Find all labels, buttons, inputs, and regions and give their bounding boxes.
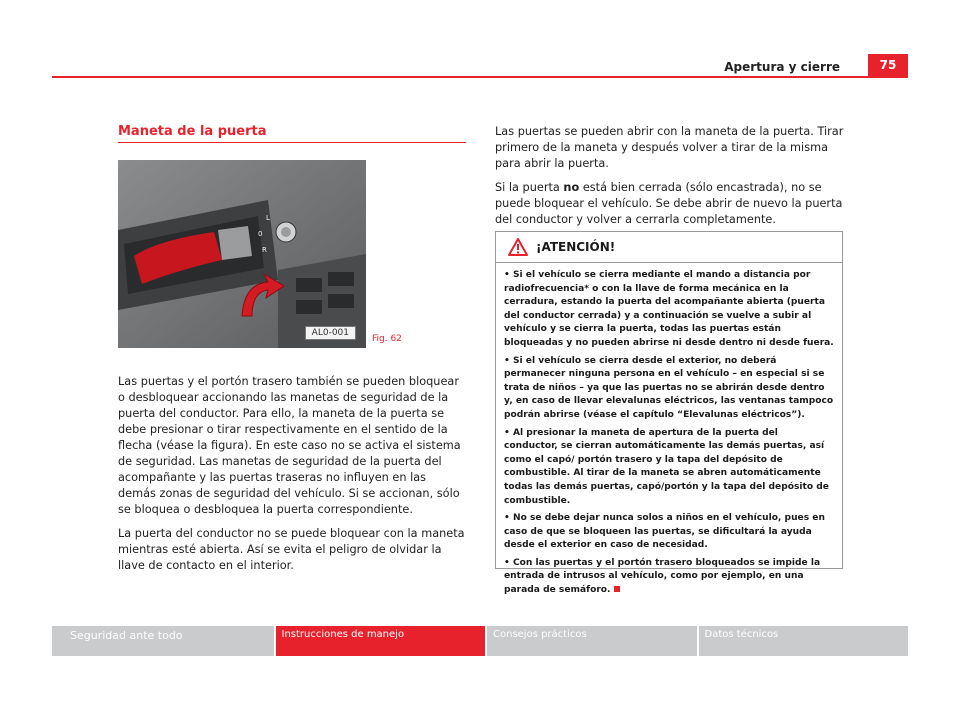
- figure-tag: AL0-001: [305, 326, 356, 340]
- left-paragraph: Las puertas y el portón trasero también se pueden bloquear o desbloquear accionando las manetas de seguridad de la puerta del conductor. Para ello, la maneta de la puerta se debe presionar o tirar respectivamente en el sentido de la flecha (véase la figura). En este caso no se activa el sistema de seguridad. Las manetas de seguridad de la puerta del acompañante y las puertas traseras no influyen en las demás zonas de seguridad del vehículo. Si se accionan, sólo se bloquea o desbloquea la puerta correspondiente.: [118, 375, 461, 516]
- svg-text:0: 0: [258, 230, 263, 238]
- door-handle-illustration: [118, 160, 366, 348]
- warning-item-last: [504, 557, 834, 598]
- warning-body: [496, 263, 842, 598]
- svg-text:L: L: [266, 214, 270, 222]
- right-paragraph: [495, 180, 845, 228]
- warning-title: ¡ATENCIÓN!: [536, 240, 616, 254]
- left-paragraph: La puerta del conductor no se puede bloquear con la maneta mientras esté abierta. Así se evita el peligro de olvidar la llave de contacto en el interior.: [118, 527, 465, 572]
- warning-triangle-icon: [508, 238, 528, 260]
- svg-text:R: R: [262, 246, 267, 254]
- header-title: Apertura y cierre: [724, 60, 840, 74]
- end-of-section-mark: [614, 586, 620, 592]
- warning-item: • Al presionar la maneta de apertura de la puerta del conductor, se cierran automáticamente las demás puertas, así como el capó/ portón trasero y la tapa del depósito de combustible. Al tirar de la maneta se abren automáticamente todas las demás puertas, capó/portón y la tapa del depósito de combustible.: [504, 427, 829, 506]
- footer-tab-seguridad[interactable]: Seguridad ante todo: [52, 626, 274, 656]
- section-rule: [118, 142, 466, 143]
- right-paragraph-part: Si la puerta: [495, 181, 564, 194]
- footer-tab-datos[interactable]: Datos técnicos: [699, 626, 909, 656]
- warning-item: • Si el vehículo se cierra mediante el mando a distancia por radiofrecuencia* o con la llave de forma mecánica en la cerradura, estando la puerta del acompañante abierta (puerta del conductor cerrada) y a continuación se vuelve a subir al vehículo y se cierra la puerta, todas las puertas están bloqueadas y no pueden abrirse ni desde dentro ni desde fuera.: [504, 270, 834, 348]
- header-rule: [52, 76, 908, 78]
- warning-header: [496, 232, 842, 263]
- section-title: Maneta de la puerta: [118, 124, 267, 139]
- footer-nav: [52, 626, 908, 656]
- warning-item: • Si el vehículo se cierra desde el exterior, no deberá permanecer ninguna persona en el vehículo – en especial si se trata de niños – ya que las puertas no se abrirán desde dentro y, en caso de llevar elevalunas eléctricos, las ventanas tampoco podrán abrirse (véase el capítulo “Elevalunas eléctricos”).: [504, 355, 834, 420]
- footer-tab-consejos[interactable]: Consejos prácticos: [487, 626, 697, 656]
- figure-caption: Fig. 62: [372, 334, 402, 344]
- right-paragraph: Las puertas se pueden abrir con la maneta de la puerta. Tirar primero de la maneta y después volver a tirar de la misma para abrir la puerta.: [495, 125, 844, 170]
- door-handle-figure: [118, 160, 366, 348]
- left-column: [118, 374, 466, 582]
- page-number: 75: [868, 54, 908, 76]
- warning-box: [495, 231, 843, 596]
- footer-tab-instrucciones[interactable]: Instrucciones de manejo: [276, 626, 486, 656]
- right-column: [495, 124, 845, 236]
- right-paragraph-emphasis: no: [563, 181, 580, 194]
- warning-item: • No se debe dejar nunca solos a niños en el vehículo, pues en caso de que se bloqueen las puertas, se dificultará la ayuda desde el exterior en caso de necesidad.: [504, 513, 825, 551]
- warning-item: • Con las puertas y el portón trasero bloqueados se impide la entrada de intrusos al vehículo, como por ejemplo, en una parada de semáforo.: [504, 557, 821, 596]
- right-paragraph-part: está bien cerrada (sólo encastrada), no se puede bloquear el vehículo. Se debe abrir de nuevo la puerta del conductor y volver a cerrarla completamente.: [495, 181, 843, 226]
